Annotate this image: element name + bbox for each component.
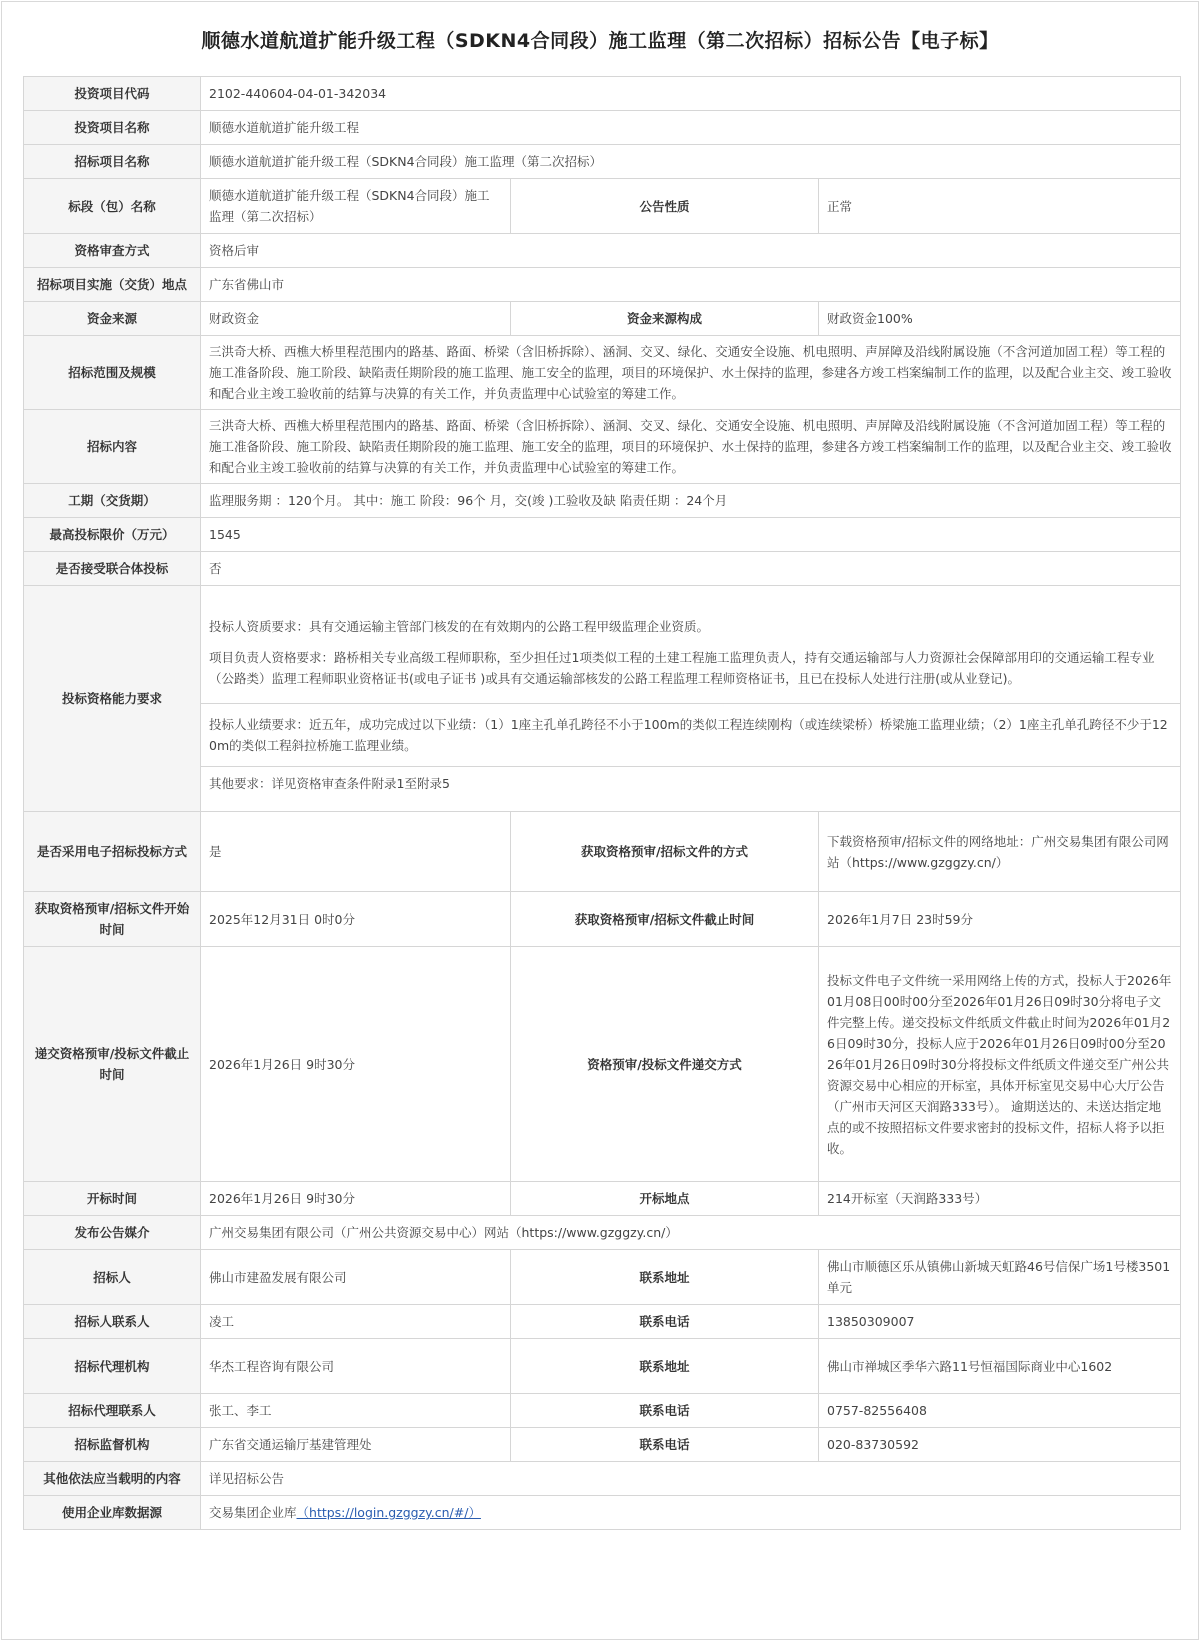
row-location <box>24 268 1181 302</box>
tenderer-phone-value: 13850309007 <box>819 1305 1181 1339</box>
other-label: 其他依法应当载明的内容 <box>24 1462 201 1496</box>
doc-start-value: 2025年12月31日 0时0分 <box>201 892 511 947</box>
section-name-value: 顺德水道航道扩能升级工程（SDKN4合同段）施工监理（第二次招标） <box>201 179 511 234</box>
notice-type-label: 公告性质 <box>511 179 819 234</box>
tenderer-value: 佛山市建盈发展有限公司 <box>201 1250 511 1305</box>
tenderer-label: 招标人 <box>24 1250 201 1305</box>
agency-address-value: 佛山市禅城区季华六路11号恒福国际商业中心1602 <box>819 1339 1181 1394</box>
qualification-firm: 投标人资质要求：具有交通运输主管部门核发的在有效期内的公路工程甲级监理企业资质。 <box>209 618 710 634</box>
announcement-table <box>23 76 1181 1530</box>
doc-method-label: 获取资格预审/招标文件的方式 <box>511 812 819 892</box>
duration-value: 监理服务期 ：120个月。 其中：施工 阶段：96个 月，交(竣 )工验收及缺 陷责任期 ：24个月 <box>201 484 1181 518</box>
agency-label: 招标代理机构 <box>24 1339 201 1394</box>
row-project-name <box>24 111 1181 145</box>
row-scope <box>24 336 1181 410</box>
qualification-other: 其他要求：详见资格审查条件附录1至附录5 <box>209 775 450 791</box>
notice-type-value: 正常 <box>819 179 1181 234</box>
max-price-value: 1545 <box>201 518 1181 552</box>
enterprise-db-prefix: 交易集团企业库 <box>209 1505 297 1520</box>
qualification-performance: 投标人业绩要求：近五年，成功完成过以下业绩：（1）1座主孔单孔跨径不小于100m的类似工程连续刚构（或连续梁桥）桥梁施工监理业绩；（2）1座主孔单孔跨径不少于120m的类似工程斜拉桥施工监理业绩。 <box>201 704 1180 767</box>
joint-bid-value: 否 <box>201 552 1181 586</box>
tenderer-contact-value: 凌工 <box>201 1305 511 1339</box>
doc-end-label: 获取资格预审/招标文件截止时间 <box>511 892 819 947</box>
submit-method-value: 投标文件电子文件统一采用网络上传的方式，投标人于2026年01月08日00时00分至2026年01月26日09时30分将电子文件完整上传。递交投标文件纸质文件截止时间为2026年01月26日09时30分，投标人应于2026年01月26日09时00分至2026年01月26日09时30分将投标文件纸质文件递交至广州公共资源交易中心相应的开标室，具体开标室见交易中心大厅公告（广州市天河区天润路333号）。 逾期送达的、未送达指定地点的或不按照招标文件要求密封的投标文件，招标人将予以拒收。 <box>819 947 1181 1182</box>
opening-time-label: 开标时间 <box>24 1182 201 1216</box>
row-doc-start <box>24 892 1181 947</box>
row-submit-deadline <box>24 947 1181 1182</box>
agency-contact-value: 张工、李工 <box>201 1394 511 1428</box>
row-other <box>24 1462 1181 1496</box>
doc-end-value: 2026年1月7日 23时59分 <box>819 892 1181 947</box>
page-title: 顺德水道航道扩能升级工程（SDKN4合同段）施工监理（第二次招标）招标公告【电子标】 <box>201 29 999 52</box>
row-qual-method <box>24 234 1181 268</box>
tenderer-address-value: 佛山市顺德区乐从镇佛山新城天虹路46号信保广场1号楼3501单元 <box>819 1250 1181 1305</box>
enterprise-db-value <box>201 1496 1181 1530</box>
tender-project-name-value: 顺德水道航道扩能升级工程（SDKN4合同段）施工监理（第二次招标） <box>201 145 1181 179</box>
supervisor-phone-value: 020-83730592 <box>819 1428 1181 1462</box>
agency-contact-label: 招标代理联系人 <box>24 1394 201 1428</box>
fund-source-value: 财政资金 <box>201 302 511 336</box>
submit-deadline-label: 递交资格预审/投标文件截止时间 <box>24 947 201 1182</box>
agency-value: 华杰工程咨询有限公司 <box>201 1339 511 1394</box>
joint-bid-label: 是否接受联合体投标 <box>24 552 201 586</box>
location-value: 广东省佛山市 <box>201 268 1181 302</box>
location-label: 招标项目实施（交货）地点 <box>24 268 201 302</box>
row-qualification <box>24 586 1181 812</box>
tenderer-phone-label: 联系电话 <box>511 1305 819 1339</box>
electronic-value: 是 <box>201 812 511 892</box>
row-content <box>24 410 1181 484</box>
submit-deadline-value: 2026年1月26日 9时30分 <box>201 947 511 1182</box>
project-code-value: 2102-440604-04-01-342034 <box>201 77 1181 111</box>
row-enterprise-db <box>24 1496 1181 1530</box>
qualification-value <box>201 586 1181 812</box>
media-value: 广州交易集团有限公司（广州公共资源交易中心）网站（https://www.gzggzy.cn/） <box>201 1216 1181 1250</box>
row-media <box>24 1216 1181 1250</box>
qualification-manager: 项目负责人资格要求：路桥相关专业高级工程师职称，至少担任过1项类似工程的土建工程施工监理负责人，持有交通运输部与人力资源社会保障部用印的交通运输工程专业 （公路类）监理工程师职业资格证书(或电子证书 )或具有交通运输部核发的公路工程监理工程师资格证书，且已在投标人处进行注册(或从业登记)。 <box>201 641 1180 704</box>
row-duration <box>24 484 1181 518</box>
section-name-label: 标段（包）名称 <box>24 179 201 234</box>
tender-project-name-label: 招标项目名称 <box>24 145 201 179</box>
agency-phone-label: 联系电话 <box>511 1394 819 1428</box>
row-joint-bid <box>24 552 1181 586</box>
fund-composition-label: 资金来源构成 <box>511 302 819 336</box>
fund-source-label: 资金来源 <box>24 302 201 336</box>
project-name-label: 投资项目名称 <box>24 111 201 145</box>
scope-label: 招标范围及规模 <box>24 336 201 410</box>
opening-time-value: 2026年1月26日 9时30分 <box>201 1182 511 1216</box>
announcement-page <box>1 1 1199 1640</box>
project-code-label: 投资项目代码 <box>24 77 201 111</box>
project-name-value: 顺德水道航道扩能升级工程 <box>201 111 1181 145</box>
row-section-name <box>24 179 1181 234</box>
row-fund-source <box>24 302 1181 336</box>
fund-composition-value: 财政资金100% <box>819 302 1181 336</box>
duration-label: 工期（交货期） <box>24 484 201 518</box>
doc-method-value: 下载资格预审/招标文件的网络地址：广州交易集团有限公司网站（https://www.gzggzy.cn/） <box>819 812 1181 892</box>
row-tenderer <box>24 1250 1181 1305</box>
row-supervisor <box>24 1428 1181 1462</box>
doc-start-label: 获取资格预审/招标文件开始时间 <box>24 892 201 947</box>
enterprise-db-link[interactable]: （https://login.gzggzy.cn/#/） <box>296 1505 481 1520</box>
tenderer-contact-label: 招标人联系人 <box>24 1305 201 1339</box>
row-max-price <box>24 518 1181 552</box>
scope-value: 三洪奇大桥、西樵大桥里程范围内的路基、路面、桥梁（含旧桥拆除）、涵洞、交叉、绿化、交通安全设施、机电照明、声屏障及沿线附属设施（不含河道加固工程）等工程的施工准备阶段、施工阶段、缺陷责任期阶段的施工监理、施工安全的监理，项目的环境保护、水土保持的监理，参建各方竣工档案编制工作的监理，以及配合业主交、竣工验收和配合业主竣工验收前的结算与决算的有关工作，并负责监理中心试验室的筹建工作。 <box>201 336 1181 410</box>
row-agency <box>24 1339 1181 1394</box>
agency-address-label: 联系地址 <box>511 1339 819 1394</box>
other-value: 详见招标公告 <box>201 1462 1181 1496</box>
agency-phone-value: 0757-82556408 <box>819 1394 1181 1428</box>
supervisor-value: 广东省交通运输厅基建管理处 <box>201 1428 511 1462</box>
row-opening <box>24 1182 1181 1216</box>
row-agency-contact <box>24 1394 1181 1428</box>
content-value: 三洪奇大桥、西樵大桥里程范围内的路基、路面、桥梁（含旧桥拆除）、涵洞、交叉、绿化、交通安全设施、机电照明、声屏障及沿线附属设施（不含河道加固工程）等工程的施工准备阶段、施工阶段、缺陷责任期阶段的施工监理、施工安全的监理，项目的环境保护、水土保持的监理，参建各方竣工档案编制工作的监理，以及配合业主交、竣工验收和配合业主竣工验收前的结算与决算的有关工作，并负责监理中心试验室的筹建工作。 <box>201 410 1181 484</box>
supervisor-label: 招标监督机构 <box>24 1428 201 1462</box>
qualification-label: 投标资格能力要求 <box>24 586 201 812</box>
submit-method-label: 资格预审/投标文件递交方式 <box>511 947 819 1182</box>
enterprise-db-label: 使用企业库数据源 <box>24 1496 201 1530</box>
tenderer-address-label: 联系地址 <box>511 1250 819 1305</box>
row-tender-project-name <box>24 145 1181 179</box>
media-label: 发布公告媒介 <box>24 1216 201 1250</box>
opening-place-label: 开标地点 <box>511 1182 819 1216</box>
supervisor-phone-label: 联系电话 <box>511 1428 819 1462</box>
electronic-label: 是否采用电子招标投标方式 <box>24 812 201 892</box>
qual-method-label: 资格审查方式 <box>24 234 201 268</box>
qual-method-value: 资格后审 <box>201 234 1181 268</box>
row-electronic <box>24 812 1181 892</box>
row-tenderer-contact <box>24 1305 1181 1339</box>
content-label: 招标内容 <box>24 410 201 484</box>
row-project-code <box>24 77 1181 111</box>
opening-place-value: 214开标室（天润路333号） <box>819 1182 1181 1216</box>
max-price-label: 最高投标限价（万元） <box>24 518 201 552</box>
